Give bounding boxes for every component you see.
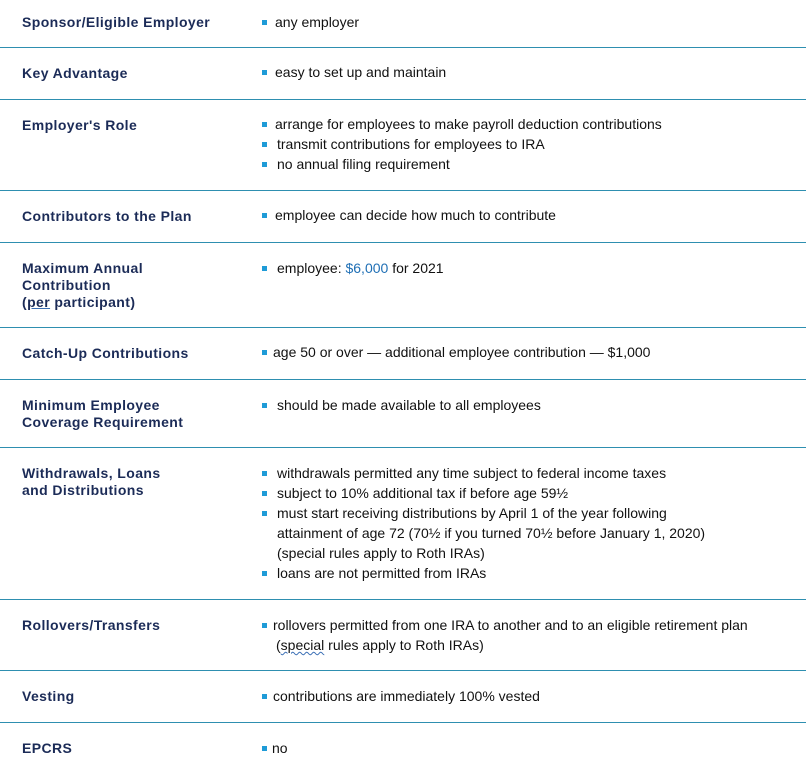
row-label: Key Advantage (22, 65, 128, 81)
table-row (0, 723, 806, 781)
list-item: subject to 10% additional tax if before age 59½ (262, 483, 802, 503)
row-items (262, 12, 802, 32)
row-items (262, 615, 802, 655)
table-row (0, 380, 806, 448)
bullet-icon (262, 623, 267, 628)
row-items (262, 62, 802, 82)
list-item: rollovers permitted from one IRA to another and to an eligible retirement plan (262, 615, 802, 635)
bullet-icon (262, 266, 267, 271)
table-row (0, 0, 806, 48)
table-row (0, 243, 806, 328)
table-row (0, 48, 806, 100)
list-item: no annual filing requirement (262, 154, 802, 174)
bullet-icon (262, 694, 267, 699)
row-label: EPCRS (22, 740, 73, 756)
bullet-icon (262, 350, 267, 355)
list-item: no (262, 738, 802, 758)
bullet-icon (262, 70, 267, 75)
list-item: loans are not permitted from IRAs (262, 563, 802, 583)
bullet-icon (262, 122, 267, 127)
row-label: Minimum Employee Coverage Requirement (22, 397, 184, 430)
list-item: must start receiving distributions by April 1 of the year following (262, 503, 802, 523)
table-row (0, 671, 806, 723)
list-item-continuation: (special rules apply to Roth IRAs) (276, 637, 484, 653)
table-row (0, 600, 806, 671)
table-row (0, 328, 806, 380)
list-item-continuation: (special rules apply to Roth IRAs) (277, 545, 485, 561)
list-item: arrange for employees to make payroll deduction contributions (262, 114, 802, 134)
list-item: age 50 or over — additional employee contribution — $1,000 (262, 342, 802, 362)
bullet-icon (262, 142, 267, 147)
list-item: employee can decide how much to contribute (262, 205, 802, 225)
bullet-icon (262, 162, 267, 167)
row-items (262, 395, 802, 415)
list-item: contributions are immediately 100% vested (262, 686, 802, 706)
row-label: Employer's Role (22, 117, 138, 133)
bullet-icon (262, 571, 267, 576)
row-items (262, 738, 802, 758)
row-items (262, 114, 802, 174)
bullet-icon (262, 471, 267, 476)
bullet-icon (262, 746, 267, 751)
list-item: easy to set up and maintain (262, 62, 802, 82)
table-row (0, 448, 806, 600)
table-row (0, 100, 806, 191)
row-label: Rollovers/Transfers (22, 617, 161, 633)
bullet-icon (262, 491, 267, 496)
row-items (262, 463, 802, 583)
bullet-icon (262, 511, 267, 516)
row-label: Withdrawals, Loans and Distributions (22, 465, 161, 498)
row-label: Catch-Up Contributions (22, 345, 189, 361)
list-item: transmit contributions for employees to IRA (262, 134, 802, 154)
bullet-icon (262, 20, 267, 25)
row-items (262, 686, 802, 706)
contribution-amount: $6,000 (345, 260, 389, 276)
row-items (262, 258, 802, 278)
bullet-icon (262, 403, 267, 408)
list-item: any employer (262, 12, 802, 32)
list-item: employee: $6,000 for 2021 (262, 258, 802, 278)
row-items (262, 205, 802, 225)
row-label: Vesting (22, 688, 75, 704)
table-row (0, 191, 806, 243)
row-label: Contributors to the Plan (22, 208, 192, 224)
bullet-icon (262, 213, 267, 218)
list-item-continuation: attainment of age 72 (70½ if you turned 70½ before January 1, 2020) (277, 525, 706, 541)
list-item: withdrawals permitted any time subject to federal income taxes (262, 463, 802, 483)
list-item: should be made available to all employees (262, 395, 802, 415)
row-items (262, 342, 802, 362)
row-label: Sponsor/Eligible Employer (22, 14, 211, 30)
row-label: Maximum Annual Contribution (per participant) (22, 260, 143, 310)
